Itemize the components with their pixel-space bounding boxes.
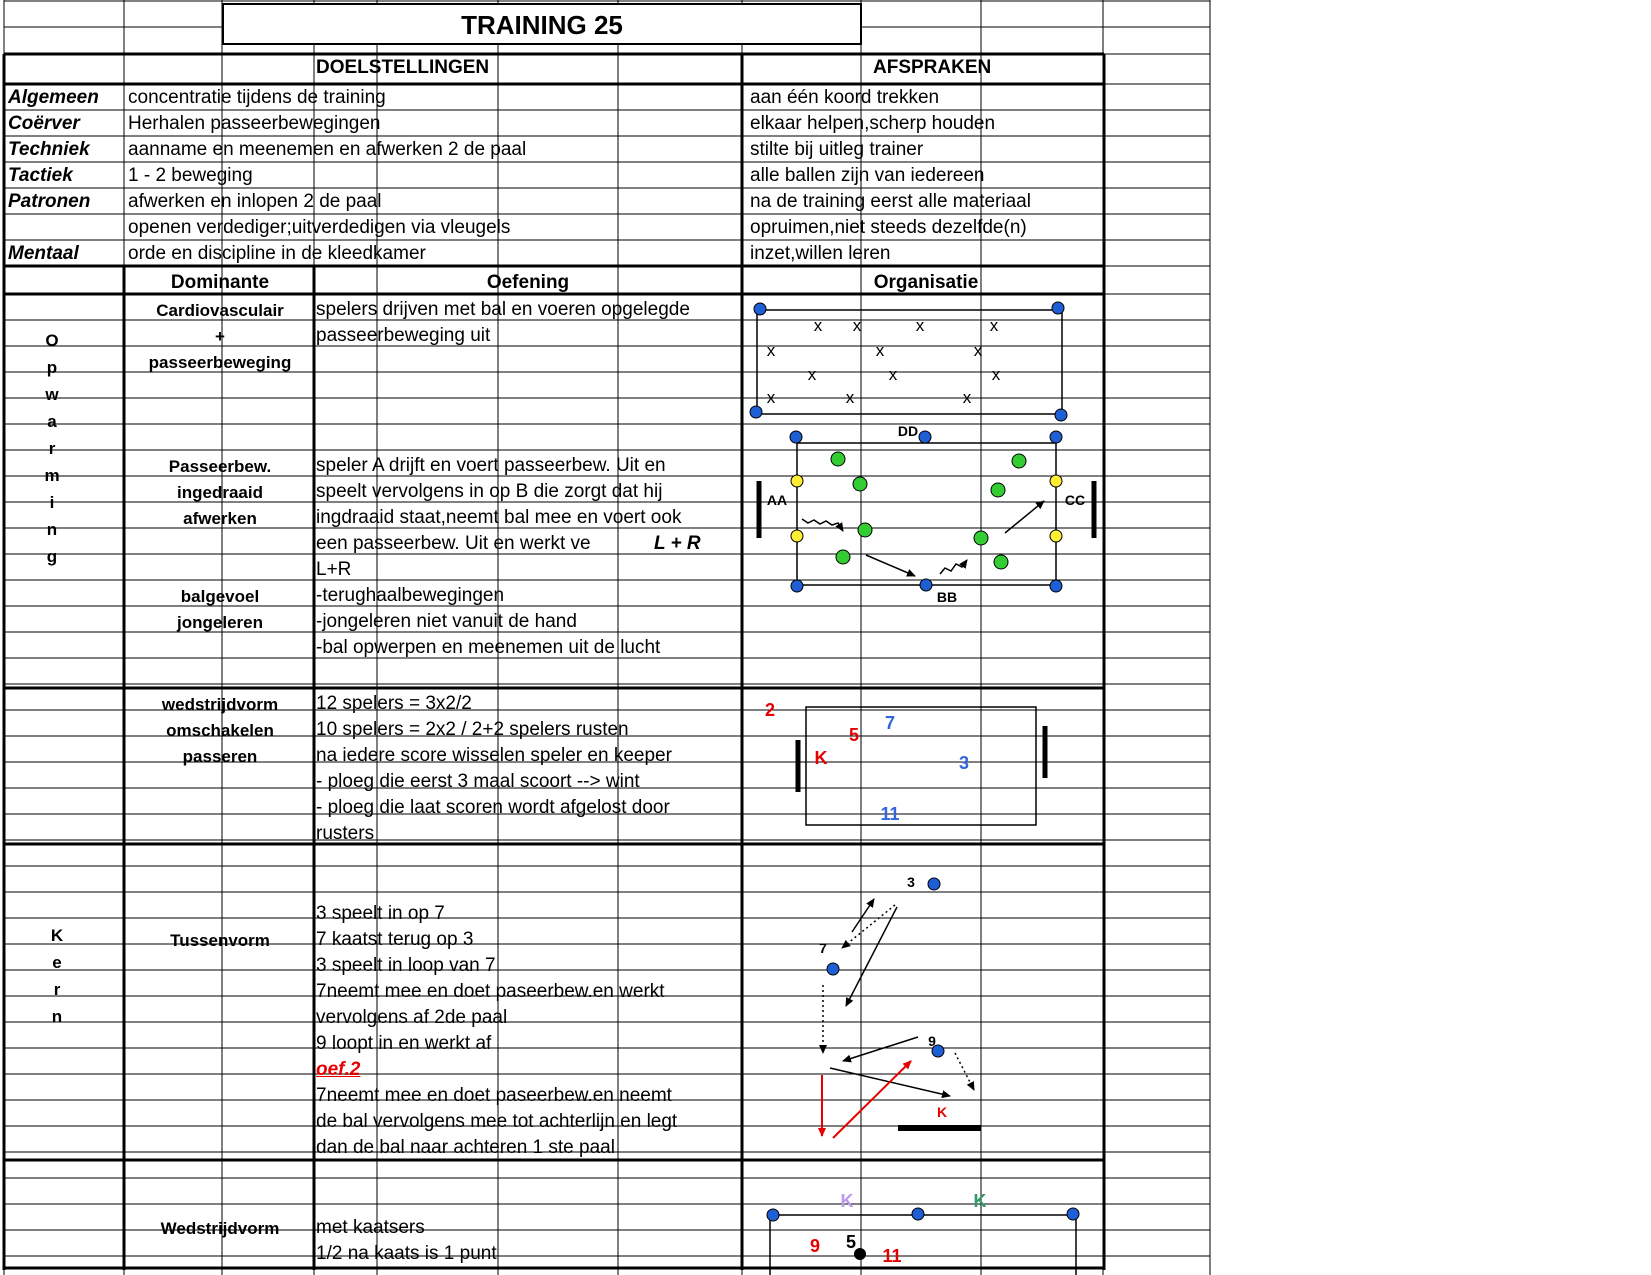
objective-label: Techniek xyxy=(8,139,90,160)
diagram-warmup-field xyxy=(750,302,1067,421)
dominante-text: omschakelen xyxy=(166,721,274,740)
diagram-tussenvorm xyxy=(819,874,981,1138)
header-oefening: Oefening xyxy=(486,272,570,293)
label-3: 3 xyxy=(907,874,915,890)
pass-arrow xyxy=(866,555,915,576)
dominante-text: passeren xyxy=(182,747,258,766)
player-5: 5 xyxy=(845,1232,857,1252)
pass-arrow xyxy=(846,907,897,1006)
objective-label: Tactiek xyxy=(8,165,73,186)
dominante-text: Cardiovasculair xyxy=(156,301,284,320)
diagram-match-field xyxy=(765,700,1045,825)
label-k: K xyxy=(936,1104,948,1120)
cone-blue xyxy=(1050,580,1062,592)
shot-arrow xyxy=(1005,501,1044,533)
run-arrow-dotted xyxy=(955,1053,974,1090)
exercise-line: vervolgens af 2de paal xyxy=(316,1007,508,1028)
player-green xyxy=(831,452,845,466)
cone-blue xyxy=(754,303,766,315)
exercise-line: -jongeleren niet vanuit de hand xyxy=(316,611,577,632)
section-letter: i xyxy=(49,493,55,512)
header-dominante: Dominante xyxy=(170,272,270,293)
cone-blue xyxy=(1052,302,1064,314)
player-x: x xyxy=(813,316,823,335)
player-2: 2 xyxy=(764,700,776,720)
label-dd: DD xyxy=(897,423,919,439)
exercise-line: -terughaalbewegingen xyxy=(316,585,505,606)
oef2-link[interactable]: oef.2 xyxy=(316,1059,361,1080)
section-letter: O xyxy=(45,331,59,350)
label-9: 9 xyxy=(928,1033,936,1049)
objective-label: Coërver xyxy=(8,113,80,134)
player-x: x xyxy=(852,316,862,335)
exercise-line: 9 loopt in en werkt af xyxy=(316,1033,492,1054)
player-7-dot xyxy=(827,963,839,975)
objective-label: Mentaal xyxy=(8,243,79,264)
section-letter: e xyxy=(52,953,62,972)
exercise-line: 12 spelers = 3x2/2 xyxy=(316,693,472,714)
cone-blue xyxy=(1067,1208,1079,1220)
cone-blue xyxy=(791,580,803,592)
pass-arrow xyxy=(852,899,874,932)
player-green xyxy=(858,523,872,537)
player-x: x xyxy=(989,316,999,335)
exercise-line: ingdraaid staat,neemt bal mee en voert ook xyxy=(316,507,682,528)
label-aa: AA xyxy=(766,492,788,508)
player-9: 9 xyxy=(809,1236,821,1256)
player-x: x xyxy=(915,316,925,335)
agreement-text: na de training eerst alle materiaal xyxy=(750,191,1031,212)
objective-text: Herhalen passeerbewegingen xyxy=(128,113,381,134)
exercise-line: 7neemt mee en doet paseerbew.en werkt xyxy=(316,981,665,1002)
section-letter: r xyxy=(48,439,56,458)
player-x: x xyxy=(888,365,898,384)
player-x: x xyxy=(962,388,972,407)
dominante-text: Passeerbew. xyxy=(168,457,272,476)
exercise-line: - ploeg die eerst 3 maal scoort --> wint xyxy=(316,771,640,792)
player-x: x xyxy=(766,388,776,407)
cone-blue xyxy=(919,431,931,443)
agreement-text: inzet,willen leren xyxy=(750,243,891,264)
exercise-line: - ploeg die laat scoren wordt afgelost door xyxy=(316,797,670,818)
cone-blue xyxy=(912,1208,924,1220)
exercise-line: na iedere score wisselen speler en keeper xyxy=(316,745,672,766)
cone-blue xyxy=(920,579,932,591)
dominante-text: wedstrijdvorm xyxy=(161,695,279,714)
exercise-line: 1/2 na kaats is 1 punt xyxy=(316,1243,497,1264)
player-5: 5 xyxy=(848,725,860,745)
exercise-line: rusters xyxy=(316,823,375,844)
section-letter: g xyxy=(46,547,58,566)
keeper-k-teal: K xyxy=(973,1191,987,1211)
agreement-text: alle ballen zijn van iedereen xyxy=(750,165,985,186)
player-green xyxy=(1012,454,1026,468)
objective-text: afwerken en inlopen 2 de paal xyxy=(128,191,382,212)
objective-label: Algemeen xyxy=(8,87,99,108)
exercise-line: L+R xyxy=(316,559,352,580)
dominante-text: balgevoel xyxy=(180,587,260,606)
diagram-wedstrijdvorm xyxy=(767,1191,1079,1275)
player-11: 11 xyxy=(882,1246,902,1266)
diagram-passeer-field xyxy=(759,423,1094,605)
player-green xyxy=(994,555,1008,569)
agreement-text: elkaar helpen,scherp houden xyxy=(750,113,996,134)
header-doelstellingen: DOELSTELLINGEN xyxy=(316,57,490,78)
player-x: x xyxy=(875,341,885,360)
player-green xyxy=(991,483,1005,497)
exercise-line: de bal vervolgens mee tot achterlijn en legt xyxy=(316,1111,678,1132)
exercise-line: spelers drijven met bal en voeren opgelegde xyxy=(316,299,690,320)
dominante-text: passeerbeweging xyxy=(148,353,292,372)
cone-blue xyxy=(1050,431,1062,443)
exercise-line: met kaatsers xyxy=(316,1217,425,1238)
cone-yellow xyxy=(1050,530,1062,542)
cone-blue xyxy=(1055,409,1067,421)
field-outline xyxy=(806,707,1036,825)
player-k: K xyxy=(814,748,828,768)
objective-text: orde en discipline in de kleedkamer xyxy=(128,243,426,264)
cone-blue xyxy=(790,431,802,443)
exercise-line: 3 speelt in op 7 xyxy=(316,903,445,924)
exercise-line: 10 spelers = 2x2 / 2+2 spelers rusten xyxy=(316,719,629,740)
label-7: 7 xyxy=(819,940,827,956)
cone-blue xyxy=(767,1209,779,1221)
exercise-line: 7neemt mee en doet paseerbew.en neemt xyxy=(316,1085,672,1106)
cone-blue xyxy=(750,406,762,418)
player-green xyxy=(853,477,867,491)
agreement-text: stilte bij uitleg trainer xyxy=(750,139,924,160)
agreement-text: opruimen,niet steeds dezelfde(n) xyxy=(750,217,1027,238)
player-11: 11 xyxy=(880,804,900,824)
dominante-text: + xyxy=(215,327,225,346)
cone-yellow xyxy=(791,475,803,487)
section-letter: m xyxy=(44,466,60,485)
objective-text: openen verdediger;uitverdedigen via vleugels xyxy=(128,217,511,238)
lr-note: L + R xyxy=(654,533,701,554)
dominante-text: Wedstrijdvorm xyxy=(160,1219,280,1238)
exercise-line: dan de bal naar achteren 1 ste paal xyxy=(316,1137,615,1158)
player-green xyxy=(974,531,988,545)
section-letter: r xyxy=(53,980,61,999)
player-x: x xyxy=(807,365,817,384)
section-letter: p xyxy=(46,358,58,377)
header-afspraken: AFSPRAKEN xyxy=(873,57,992,78)
section-letter: n xyxy=(46,520,58,539)
dominante-text: afwerken xyxy=(183,509,257,528)
section-letter: K xyxy=(50,926,64,945)
section-letter: n xyxy=(51,1007,63,1026)
label-cc: CC xyxy=(1064,492,1086,508)
exercise-line: 3 speelt in loop van 7 xyxy=(316,955,496,976)
cone-yellow xyxy=(1050,475,1062,487)
dribble-path xyxy=(940,560,967,574)
header-organisatie: Organisatie xyxy=(873,272,979,293)
objective-text: aanname en meenemen en afwerken 2 de paal xyxy=(128,139,527,160)
dominante-text: jongeleren xyxy=(177,613,263,632)
dribble-arrow xyxy=(843,1037,918,1061)
player-x: x xyxy=(991,365,1001,384)
exercise-line: een passeerbew. Uit en werkt ve xyxy=(316,533,591,554)
exercise-line: passeerbeweging uit xyxy=(316,325,491,346)
section-letter: w xyxy=(45,385,59,404)
objective-text: concentratie tijdens de training xyxy=(128,87,386,108)
section-letter: a xyxy=(47,412,57,431)
dominante-text: Tussenvorm xyxy=(170,931,270,950)
player-green xyxy=(836,550,850,564)
exercise-line: speelt vervolgens in op B die zorgt dat hij xyxy=(316,481,663,502)
dominante-text: ingedraaid xyxy=(177,483,263,502)
objective-text: 1 - 2 beweging xyxy=(128,165,253,186)
player-x: x xyxy=(845,388,855,407)
objective-label: Patronen xyxy=(8,191,91,212)
cone-yellow xyxy=(791,530,803,542)
player-x: x xyxy=(766,341,776,360)
exercise-line: -bal opwerpen en meenemen uit de lucht xyxy=(316,637,661,658)
field-outline xyxy=(757,310,1062,414)
agreement-text: aan één koord trekken xyxy=(750,87,940,108)
exercise-line: speler A drijft en voert passeerbew. Uit en xyxy=(316,455,666,476)
player-7: 7 xyxy=(884,713,896,733)
player-x: x xyxy=(973,341,983,360)
label-bb: BB xyxy=(936,589,958,605)
keeper-k-purple: K xyxy=(840,1191,854,1211)
player-3: 3 xyxy=(958,753,970,773)
player-3-dot xyxy=(928,878,940,890)
page-title: TRAINING 25 xyxy=(222,3,862,45)
exercise-line: 7 kaatst terug op 3 xyxy=(316,929,474,950)
dribble-path xyxy=(802,519,843,531)
